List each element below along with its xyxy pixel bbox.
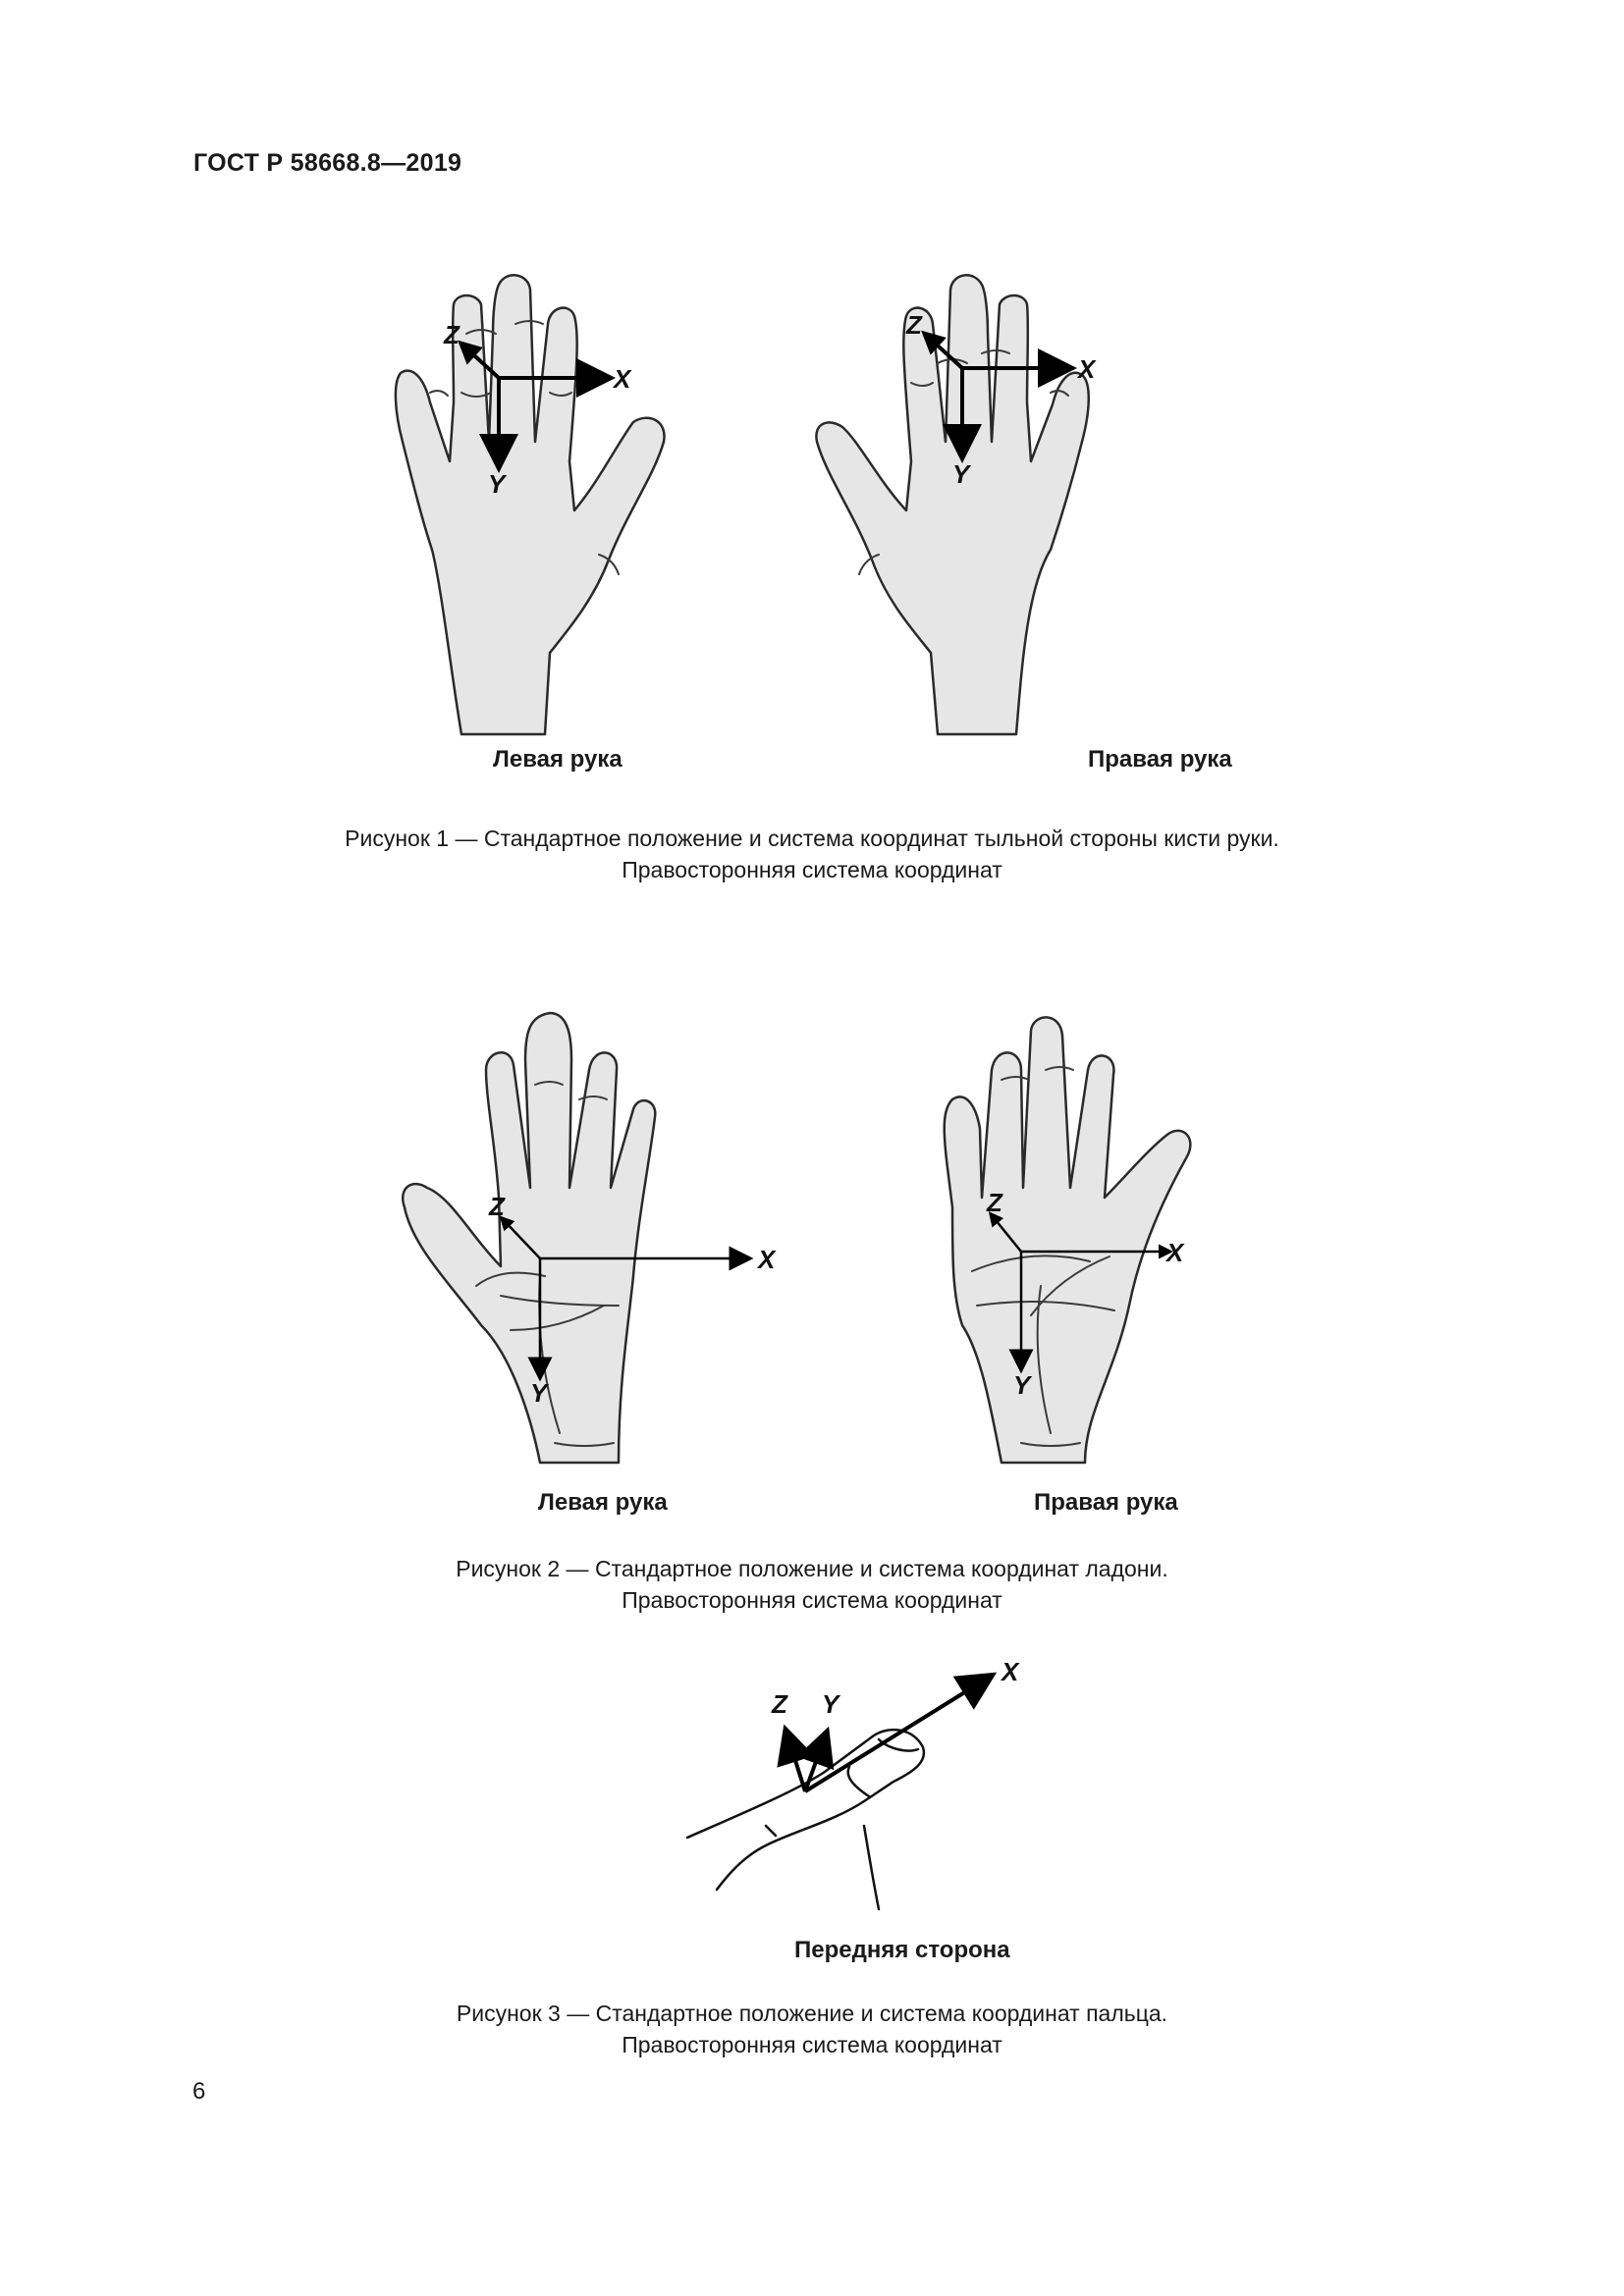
figure2-right-hand <box>945 1017 1191 1463</box>
page-number: 6 <box>192 2078 206 2105</box>
figure1-left-y-label: Y <box>488 469 506 499</box>
figure1-caption-line2: Правосторонняя система координат <box>622 857 1002 882</box>
figure2-caption <box>0 1553 1624 1616</box>
figure1-right-z-label: Z <box>906 310 922 340</box>
figure2-left-y-label: Y <box>530 1378 548 1408</box>
figure3-caption-line2: Правосторонняя система координат <box>622 2032 1002 2057</box>
figure3-front-side-label: Передняя сторона <box>794 1937 1010 1963</box>
figure1-caption-line1: Рисунок 1 — Стандартное положение и система координат тыльной стороны кисти руки. <box>345 826 1279 851</box>
figure2-left-x-label: X <box>758 1245 776 1274</box>
figure2-caption-line1: Рисунок 2 — Стандартное положение и система координат ладони. <box>456 1556 1168 1581</box>
figure3-art <box>677 1659 1051 1934</box>
document-header: ГОСТ Р 58668.8—2019 <box>193 149 462 177</box>
figure1-left-z-label: Z <box>444 320 460 349</box>
figure2-right-y-label: Y <box>1013 1370 1031 1400</box>
figure2-left-hand <box>403 1013 655 1463</box>
figure2-left-z-label: Z <box>489 1192 505 1221</box>
figure1-right-x-label: X <box>1078 354 1096 384</box>
figure1-left-x-label: X <box>614 364 631 394</box>
figure3-y-label: Y <box>822 1689 839 1719</box>
figure1-left-hand <box>396 275 665 734</box>
figure3-z-label: Z <box>772 1689 787 1719</box>
figure2-left-hand-label: Левая рука <box>538 1489 668 1516</box>
figure1-caption <box>0 823 1624 885</box>
figure2-caption-line2: Правосторонняя система координат <box>622 1587 1002 1613</box>
figure3-x-label: X <box>1001 1659 1019 1686</box>
figure1-right-y-label: Y <box>952 459 970 489</box>
figure3-finger <box>687 1730 924 1909</box>
figure2-art <box>393 1001 1335 1482</box>
figure3-caption-line1: Рисунок 3 — Стандартное положение и система координат пальца. <box>456 2001 1168 2026</box>
figure2-right-x-label: X <box>1166 1238 1184 1267</box>
figure2-right-z-label: Z <box>987 1188 1002 1217</box>
figure1-right-hand-label: Правая рука <box>1088 746 1232 773</box>
figure2-right-hand-label: Правая рука <box>1034 1489 1178 1516</box>
figure1-right-hand <box>816 275 1088 734</box>
figure1-left-hand-label: Левая рука <box>493 746 623 773</box>
figure1-art <box>373 265 1355 746</box>
figure3-caption <box>0 1998 1624 2060</box>
figure3-axes <box>771 1659 1020 1791</box>
